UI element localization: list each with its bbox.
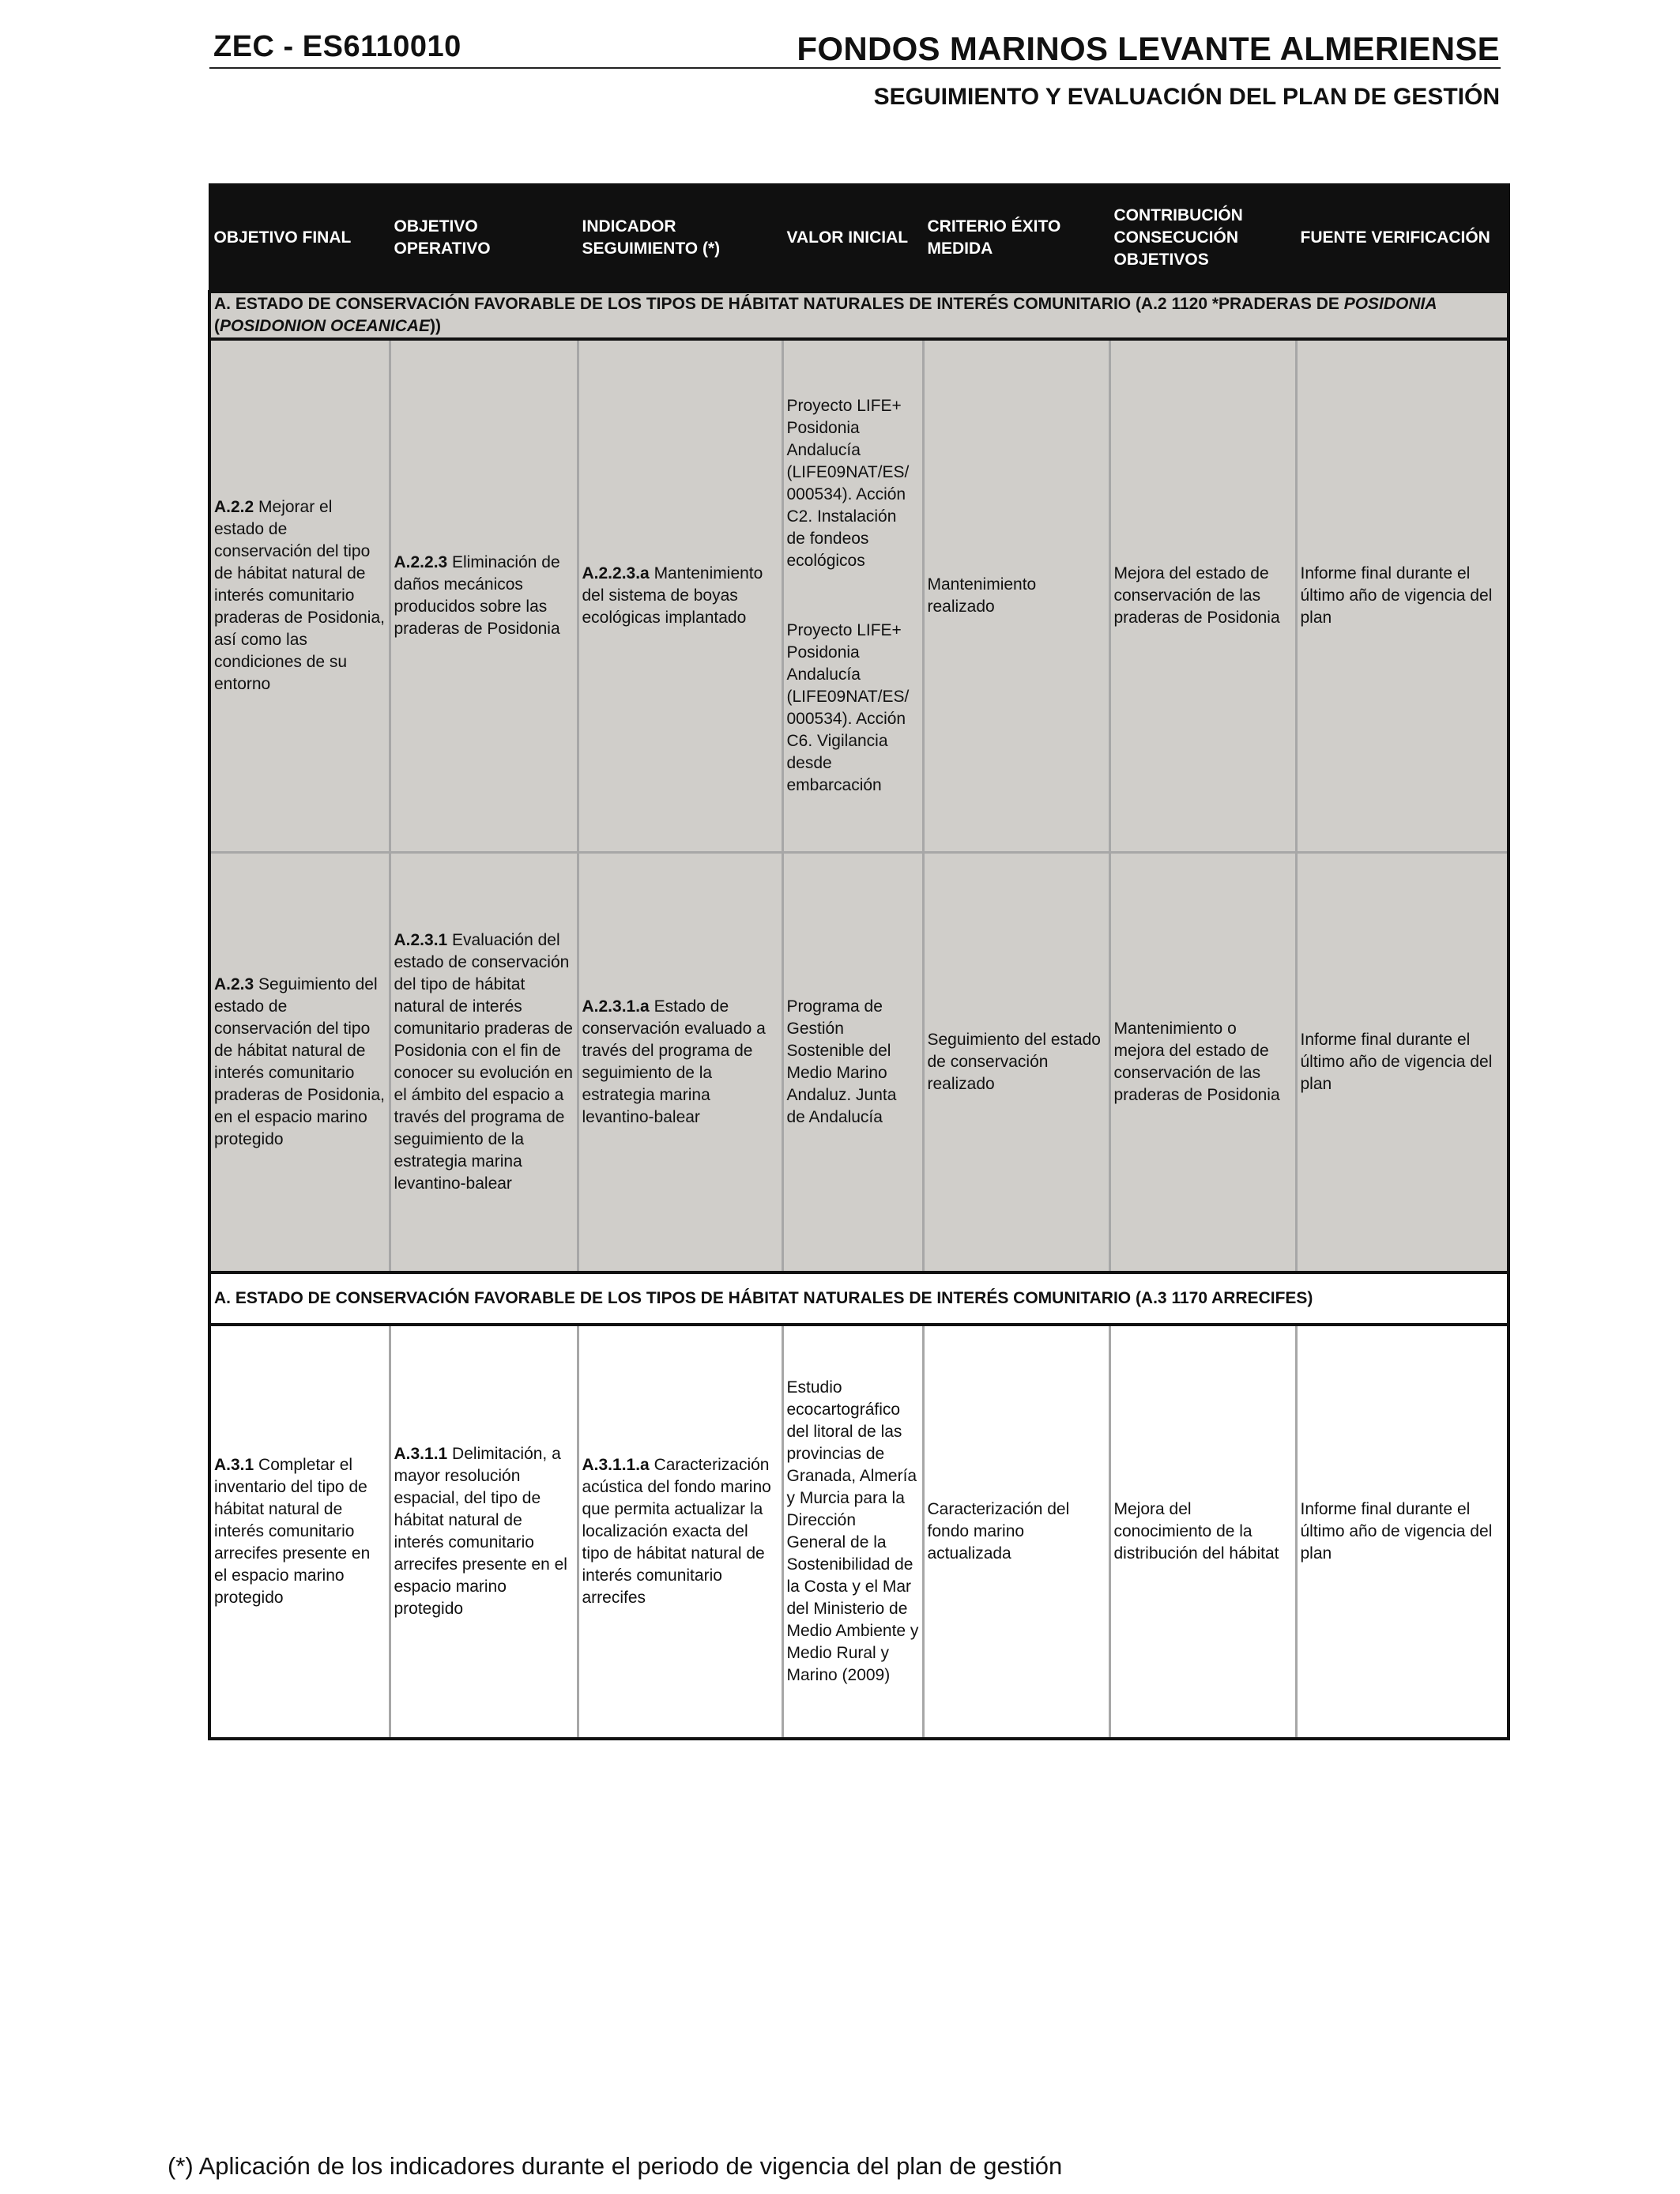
table-row — [209, 853, 1509, 1273]
cell-objetivo-operativo: A.2.2.3 Eliminación de daños mecánicos producidos sobre las praderas de Posidonia — [390, 339, 578, 853]
valor-inicial-entry: Proyecto LIFE+ Posidonia Andalucía (LIFE09NAT/ES/ 000534). Acción C2. Instalación de fondeos ecológicos — [786, 397, 910, 570]
section-heading-cell: A. ESTADO DE CONSERVACIÓN FAVORABLE DE LOS TIPOS DE HÁBITAT NATURALES DE INTERÉS COMUNITARIO (A.2 1120 *PRADERAS DE POSIDONIA (POSIDONION OCEANICAE)) — [209, 292, 1509, 339]
cell-objetivo-final: A.3.1 Completar el inventario del tipo de hábitat natural de interés comunitario arrecifes presente en el espacio marino protegido — [209, 1325, 390, 1739]
col-header-fuente: FUENTE VERIFICACIÓN — [1296, 185, 1509, 292]
cell-valor-inicial: Estudio ecocartográfico del litoral de las provincias de Granada, Almería y Murcia para la Dirección General de la Sostenibilidad de la Costa y el Mar del Ministerio de Medio Ambiente y Medio Rural y Marino (2009) — [782, 1325, 923, 1739]
cell-indicador: A.3.1.1.a Caracterización acústica del fondo marino que permita actualizar la localización exacta del tipo de hábitat natural de interés comunitario arrecifes — [578, 1325, 782, 1739]
section-heading-italic: POSIDONION OCEANICAE — [220, 317, 431, 335]
section-heading-cell: A. ESTADO DE CONSERVACIÓN FAVORABLE DE LOS TIPOS DE HÁBITAT NATURALES DE INTERÉS COMUNITARIO (A.3 1170 ARRECIFES) — [209, 1272, 1509, 1325]
section-heading-arrecifes — [209, 1272, 1509, 1325]
cell-indicador: A.2.2.3.a Mantenimiento del sistema de boyas ecológicas implantado — [578, 339, 782, 853]
cell-criterio: Seguimiento del estado de conservación realizado — [923, 853, 1109, 1273]
cell-fuente: Informe final durante el último año de vigencia del plan — [1296, 1325, 1509, 1739]
site-code: ZEC - ES6110010 — [213, 30, 461, 63]
cell-contribucion: Mejora del estado de conservación de las praderas de Posidonia — [1109, 339, 1296, 853]
document-title: FONDOS MARINOS LEVANTE ALMERIENSE — [797, 30, 1500, 67]
col-header-objetivo-operativo: OBJETIVO OPERATIVO — [390, 185, 578, 292]
header-divider — [209, 67, 1501, 69]
cell-objetivo-operativo: A.3.1.1 Delimitación, a mayor resolución espacial, del tipo de hábitat natural de interés comunitario arrecifes presente en el espacio marino protegido — [390, 1325, 578, 1739]
table-row — [209, 1325, 1509, 1739]
cell-fuente: Informe final durante el último año de vigencia del plan — [1296, 339, 1509, 853]
cell-criterio: Mantenimiento realizado — [923, 339, 1109, 853]
col-header-indicador: INDICADOR SEGUIMIENTO (*) — [578, 185, 782, 292]
section-heading-italic: POSIDONIA — [1343, 295, 1437, 313]
cell-objetivo-operativo: A.2.3.1 Evaluación del estado de conservación del tipo de hábitat natural de interés comunitario praderas de Posidonia con el fin de conocer su evolución en el ámbito del espacio a través del programa de seguimiento de la estrategia marina levantino-balear — [390, 853, 578, 1273]
cell-contribucion: Mantenimiento o mejora del estado de conservación de las praderas de Posidonia — [1109, 853, 1296, 1273]
col-header-valor-inicial: VALOR INICIAL — [782, 185, 923, 292]
section-heading-posidonia — [209, 292, 1509, 339]
cell-objetivo-final: A.2.2 Mejorar el estado de conservación del tipo de hábitat natural de interés comunitario praderas de Posidonia, así como las condiciones de su entorno — [209, 339, 390, 853]
cell-contribucion: Mejora del conocimiento de la distribución del hábitat — [1109, 1325, 1296, 1739]
cell-indicador: A.2.3.1.a Estado de conservación evaluado a través del programa de seguimiento de la estrategia marina levantino-balear — [578, 853, 782, 1273]
col-header-criterio: CRITERIO ÉXITO MEDIDA — [923, 185, 1109, 292]
monitoring-table — [208, 183, 1510, 1740]
col-header-contribucion: CONTRIBUCIÓN CONSECUCIÓN OBJETIVOS — [1109, 185, 1296, 292]
table-row — [209, 339, 1509, 853]
col-header-objetivo-final: OBJETIVO FINAL — [209, 185, 390, 292]
cell-objetivo-final: A.2.3 Seguimiento del estado de conservación del tipo de hábitat natural de interés comunitario praderas de Posidonia, en el espacio marino protegido — [209, 853, 390, 1273]
cell-fuente: Informe final durante el último año de vigencia del plan — [1296, 853, 1509, 1273]
valor-inicial-entry: Proyecto LIFE+ Posidonia Andalucía (LIFE09NAT/ES/ 000534). Acción C6. Vigilancia desde embarcación — [786, 621, 910, 794]
cell-criterio: Caracterización del fondo marino actualizada — [923, 1325, 1109, 1739]
footnote: (*) Aplicación de los indicadores durante el periodo de vigencia del plan de gestión — [168, 2152, 1063, 2180]
cell-valor-inicial — [782, 339, 923, 853]
document-subtitle: SEGUIMIENTO Y EVALUACIÓN DEL PLAN DE GESTIÓN — [873, 84, 1500, 110]
cell-valor-inicial: Programa de Gestión Sostenible del Medio Marino Andaluz. Junta de Andalucía — [782, 853, 923, 1273]
table-header-row — [209, 185, 1509, 292]
